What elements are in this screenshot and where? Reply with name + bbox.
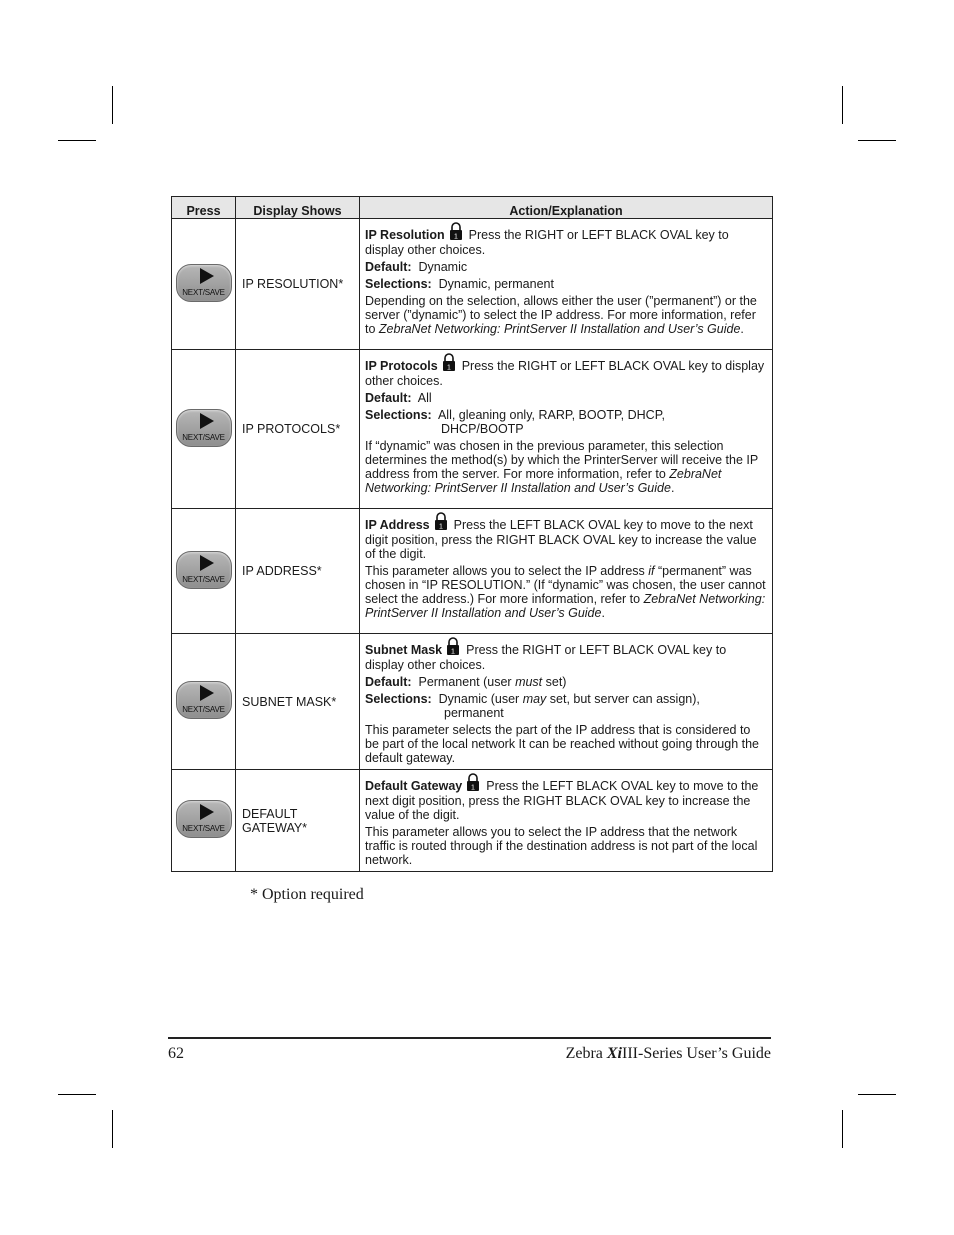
svg-text:1: 1 xyxy=(453,233,458,240)
action-explanation: Subnet Mask 1 Press the RIGHT or LEFT BLACK OVAL key to display other choices. Default: Permanent (user must set) Selections: Dynamic (user may set, but server can assign), permanent This parameter selects the part of the IP address that is considered to be part of the local network It can be reached without going through the default gateway. xyxy=(360,634,773,770)
press-cell xyxy=(172,219,236,350)
next-save-key-icon: NEXT/SAVE xyxy=(176,409,232,447)
crop-mark xyxy=(58,1094,96,1095)
svg-text:1: 1 xyxy=(451,648,456,655)
padlock-icon xyxy=(434,512,448,533)
svg-text:1: 1 xyxy=(438,523,443,530)
parameter-table xyxy=(171,196,773,872)
svg-text:1: 1 xyxy=(471,784,476,791)
action-explanation: Default Gateway 1 Press the LEFT BLACK OVAL key to move to the next digit position, press the RIGHT BLACK OVAL key to increase the value of the digit. This parameter allows you to select the IP address that the network traffic is routed through if the destination address is not part of the local network. xyxy=(360,770,773,872)
guide-title: Zebra XiIII-Series User’s Guide xyxy=(565,1045,771,1062)
next-save-key-icon: NEXT/SAVE xyxy=(176,551,232,589)
padlock-icon xyxy=(442,353,456,374)
display-text: IP RESOLUTION* xyxy=(236,219,360,350)
table-row xyxy=(172,219,773,350)
crop-mark xyxy=(842,1110,843,1148)
display-text: SUBNET MASK* xyxy=(236,634,360,770)
table-row xyxy=(172,350,773,509)
header-action-explanation: Action/Explanation xyxy=(360,197,773,219)
next-save-key-icon: NEXT/SAVE xyxy=(176,264,232,302)
table-row xyxy=(172,634,773,770)
press-cell xyxy=(172,634,236,770)
page-number: 62 xyxy=(168,1045,184,1062)
crop-mark xyxy=(842,86,843,124)
crop-mark xyxy=(58,140,96,141)
crop-mark xyxy=(112,1110,113,1148)
table-row xyxy=(172,509,773,634)
action-explanation: IP Resolution 1 Press the RIGHT or LEFT BLACK OVAL key to display other choices. Default: Dynamic Selections: Dynamic, permanent Depending on the selection, allows either the user (”permanent”) or the server (”dynamic”) to select the IP address. For more information, refer to ZebraNet Networking: PrintServer II Installation and User’s Guide. xyxy=(360,219,773,350)
crop-mark xyxy=(112,86,113,124)
display-text: IP ADDRESS* xyxy=(236,509,360,634)
press-cell xyxy=(172,350,236,509)
svg-text:1: 1 xyxy=(446,364,451,371)
header-press: Press xyxy=(172,197,236,219)
display-text: IP PROTOCOLS* xyxy=(236,350,360,509)
crop-mark xyxy=(858,140,896,141)
next-save-key-icon: NEXT/SAVE xyxy=(176,681,232,719)
table-header-row xyxy=(172,197,773,219)
next-save-key-icon: NEXT/SAVE xyxy=(176,800,232,838)
header-display-shows: Display Shows xyxy=(236,197,360,219)
padlock-icon xyxy=(449,222,463,243)
padlock-icon xyxy=(446,637,460,658)
action-explanation: IP Address 1 Press the LEFT BLACK OVAL key to move to the next digit position, press the RIGHT BLACK OVAL key to increase the value of the digit. This parameter allows you to select the IP address if “permanent” was chosen in “IP RESOLUTION.” (If “dynamic” was chosen, the user cannot select the address.) For more information, refer to ZebraNet Networking: PrintServer II Installation and User’s Guide. xyxy=(360,509,773,634)
footnote: * Option required xyxy=(250,886,364,903)
footer-rule xyxy=(168,1037,771,1039)
table-row xyxy=(172,770,773,872)
display-text: DEFAULT GATEWAY* xyxy=(236,770,360,872)
crop-mark xyxy=(858,1094,896,1095)
press-cell xyxy=(172,770,236,872)
padlock-icon xyxy=(466,773,480,794)
action-explanation: IP Protocols 1 Press the RIGHT or LEFT BLACK OVAL key to display other choices. Default: All Selections: All, gleaning only, RARP, BOOTP, DHCP, DHCP/BOOTP If “dynamic” was chosen in the previous parameter, this selection determines the method(s) by which the PrinterServer will receive the IP address from the server. For more information, refer to ZebraNet Networking: PrintServer II Installation and User’s Guide. xyxy=(360,350,773,509)
press-cell xyxy=(172,509,236,634)
